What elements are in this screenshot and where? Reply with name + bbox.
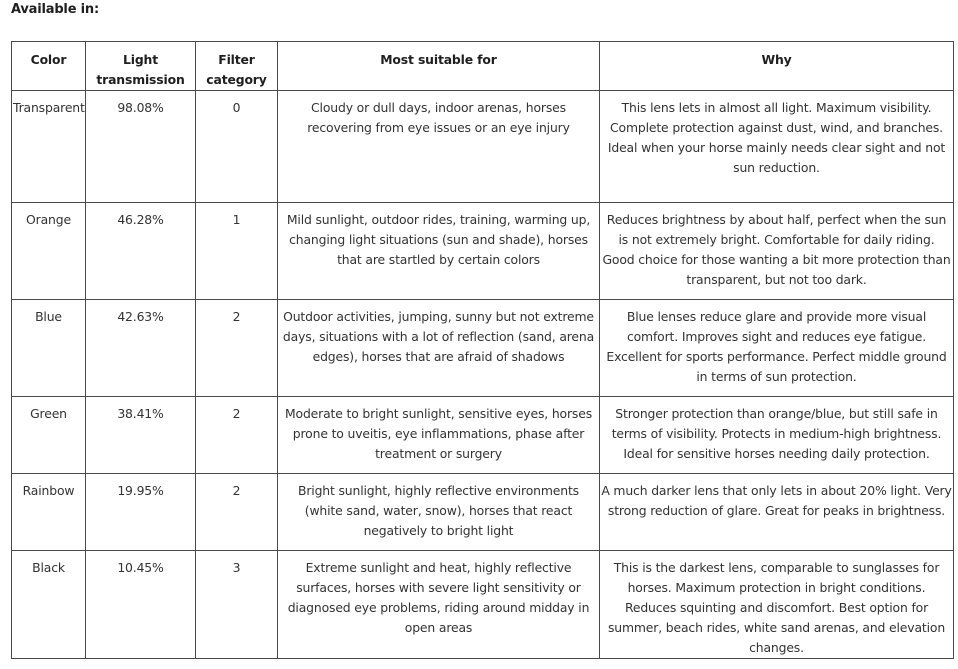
cell-category: 2 xyxy=(196,474,278,551)
header-why: Why xyxy=(600,42,954,91)
cell-category: 2 xyxy=(196,397,278,474)
intro-heading: Available in: xyxy=(11,2,99,17)
cell-transmission: 10.45% xyxy=(86,551,196,659)
cell-transmission: 19.95% xyxy=(86,474,196,551)
cell-suitable: Bright sunlight, highly reflective environments (white sand, water, snow), horses that react negatively to bright light xyxy=(278,474,600,551)
cell-suitable: Mild sunlight, outdoor rides, training, warming up, changing light situations (sun and shade), horses that are startled by certain colors xyxy=(278,203,600,300)
table-header-row xyxy=(12,42,954,91)
cell-color: Rainbow xyxy=(12,474,86,551)
header-light-transmission: Light transmission xyxy=(86,42,196,91)
cell-why: This is the darkest lens, comparable to sunglasses for horses. Maximum protection in bright conditions. Reduces squinting and discomfort. Best option for summer, beach rides, white sand arenas, and elevation changes. xyxy=(600,551,954,659)
header-most-suitable-for: Most suitable for xyxy=(278,42,600,91)
header-color: Color xyxy=(12,42,86,91)
cell-color: Blue xyxy=(12,300,86,397)
table-row xyxy=(12,203,954,300)
cell-category: 3 xyxy=(196,551,278,659)
cell-why: Stronger protection than orange/blue, but still safe in terms of visibility. Protects in medium-high brightness. Ideal for sensitive horses needing daily protection. xyxy=(600,397,954,474)
table-row xyxy=(12,397,954,474)
cell-category: 2 xyxy=(196,300,278,397)
cell-why: A much darker lens that only lets in about 20% light. Very strong reduction of glare. Great for peaks in brightness. xyxy=(600,474,954,551)
cell-transmission: 42.63% xyxy=(86,300,196,397)
cell-suitable: Cloudy or dull days, indoor arenas, horses recovering from eye issues or an eye injury xyxy=(278,91,600,203)
cell-suitable: Extreme sunlight and heat, highly reflective surfaces, horses with severe light sensitivity or diagnosed eye problems, riding around midday in open areas xyxy=(278,551,600,659)
table-row xyxy=(12,91,954,203)
lens-comparison-table xyxy=(11,41,954,659)
cell-suitable: Moderate to bright sunlight, sensitive eyes, horses prone to uveitis, eye inflammations, phase after treatment or surgery xyxy=(278,397,600,474)
cell-color: Orange xyxy=(12,203,86,300)
cell-transmission: 46.28% xyxy=(86,203,196,300)
cell-transmission: 38.41% xyxy=(86,397,196,474)
cell-color: Transparent xyxy=(12,91,86,203)
cell-transmission: 98.08% xyxy=(86,91,196,203)
cell-category: 1 xyxy=(196,203,278,300)
cell-color: Green xyxy=(12,397,86,474)
table-row xyxy=(12,474,954,551)
cell-category: 0 xyxy=(196,91,278,203)
cell-why: This lens lets in almost all light. Maximum visibility. Complete protection against dust, wind, and branches. Ideal when your horse mainly needs clear sight and not sun reduction. xyxy=(600,91,954,203)
cell-suitable: Outdoor activities, jumping, sunny but not extreme days, situations with a lot of reflection (sand, arena edges), horses that are afraid of shadows xyxy=(278,300,600,397)
cell-why: Blue lenses reduce glare and provide more visual comfort. Improves sight and reduces eye fatigue. Excellent for sports performance. Perfect middle ground in terms of sun protection. xyxy=(600,300,954,397)
table-row xyxy=(12,551,954,659)
table-row xyxy=(12,300,954,397)
header-filter-category: Filter category xyxy=(196,42,278,91)
cell-why: Reduces brightness by about half, perfect when the sun is not extremely bright. Comfortable for daily riding. Good choice for those wanting a bit more protection than transparent, but not too dark. xyxy=(600,203,954,300)
cell-color: Black xyxy=(12,551,86,659)
